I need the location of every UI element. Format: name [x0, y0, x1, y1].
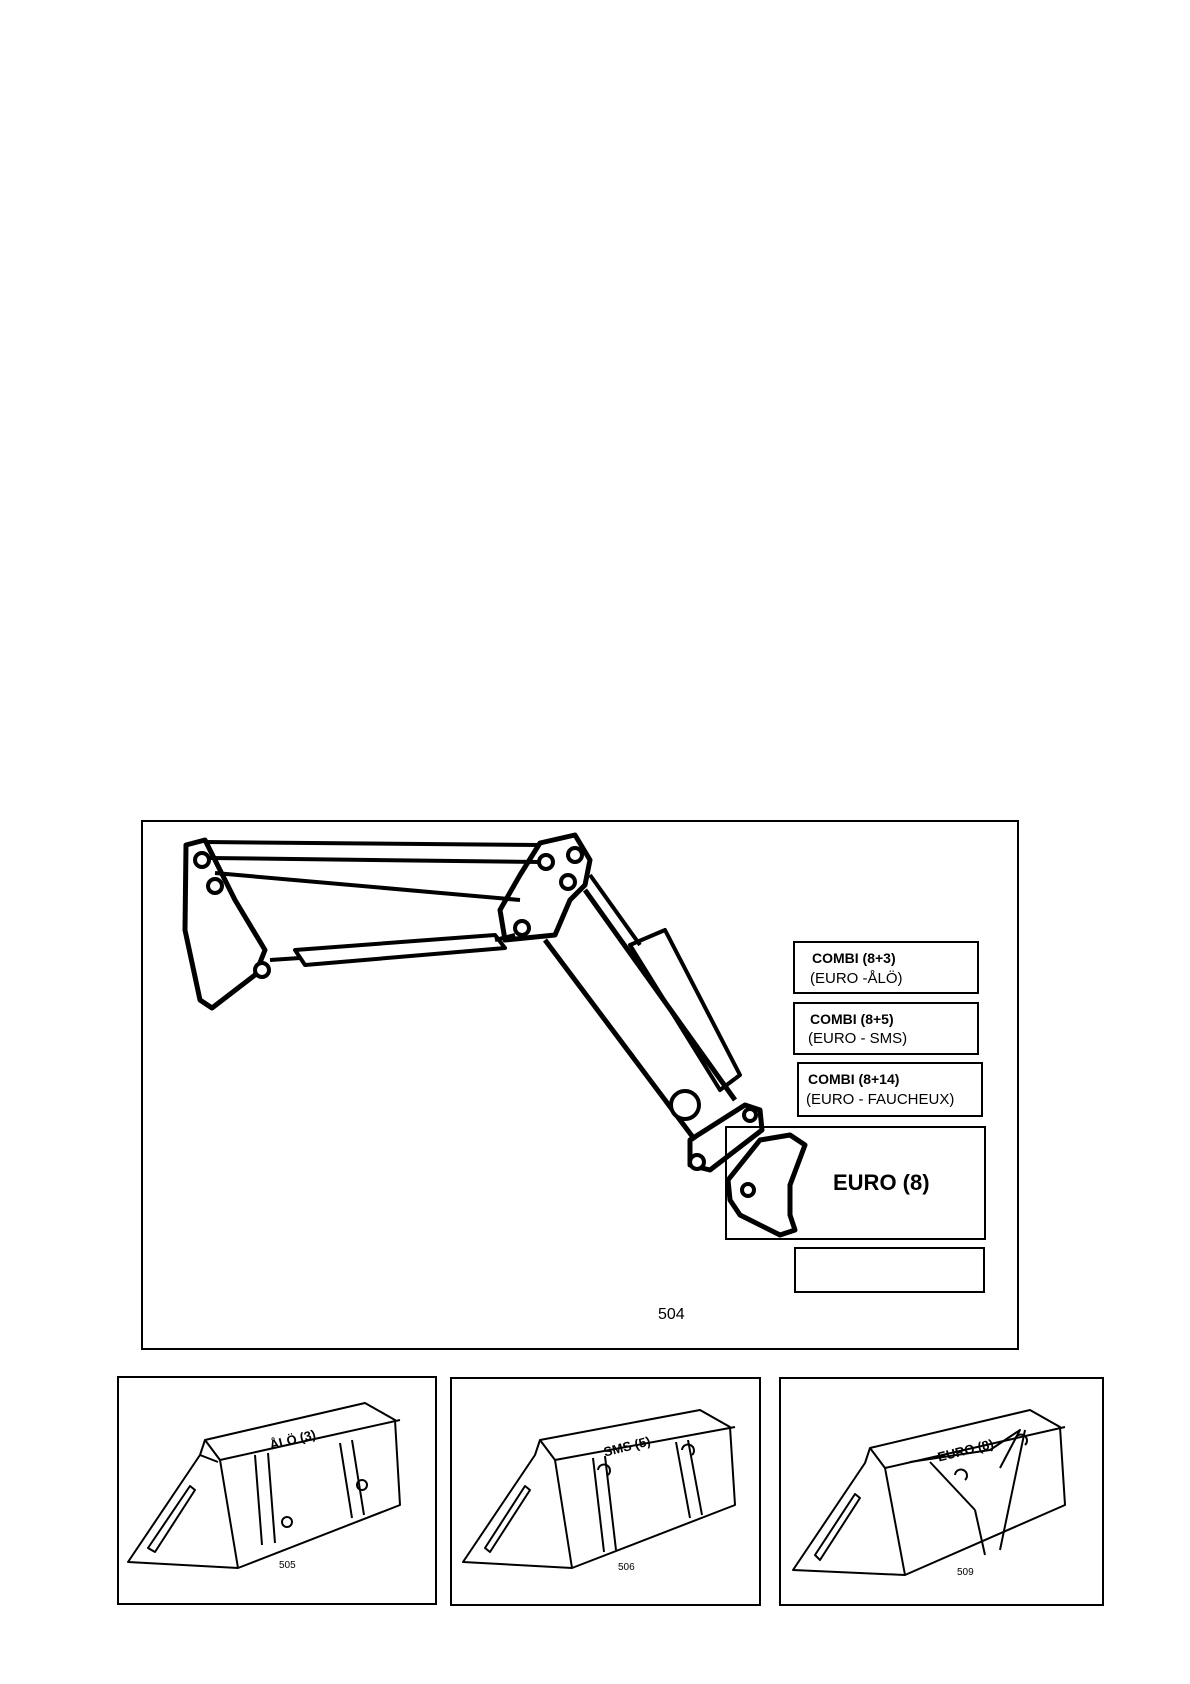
label-title: COMBI (8+5) — [810, 1011, 894, 1027]
bucket-figure-number: 509 — [957, 1567, 974, 1578]
label-title: COMBI (8+14) — [808, 1071, 900, 1087]
bucket-figure-number: 505 — [279, 1560, 296, 1571]
label-subtitle: (EURO - SMS) — [808, 1030, 908, 1047]
bucket-sms-drawing — [463, 1410, 735, 1568]
bucket-euro-drawing — [793, 1410, 1065, 1575]
bucket-text-euro: EURO (8) — [936, 1436, 995, 1465]
label-title: COMBI (8+3) — [812, 950, 896, 966]
bucket-text-alo: ÅLÖ (3) — [268, 1426, 318, 1453]
bucket-text-sms: SMS (5) — [602, 1433, 652, 1460]
figure-number: 504 — [658, 1306, 685, 1323]
bucket-figure-number: 506 — [618, 1562, 635, 1573]
label-subtitle: (EURO - FAUCHEUX) — [806, 1091, 955, 1108]
label-subtitle: (EURO -ÅLÖ) — [810, 970, 903, 987]
euro-label: EURO (8) — [833, 1170, 930, 1195]
bucket-alo-drawing — [128, 1403, 400, 1568]
